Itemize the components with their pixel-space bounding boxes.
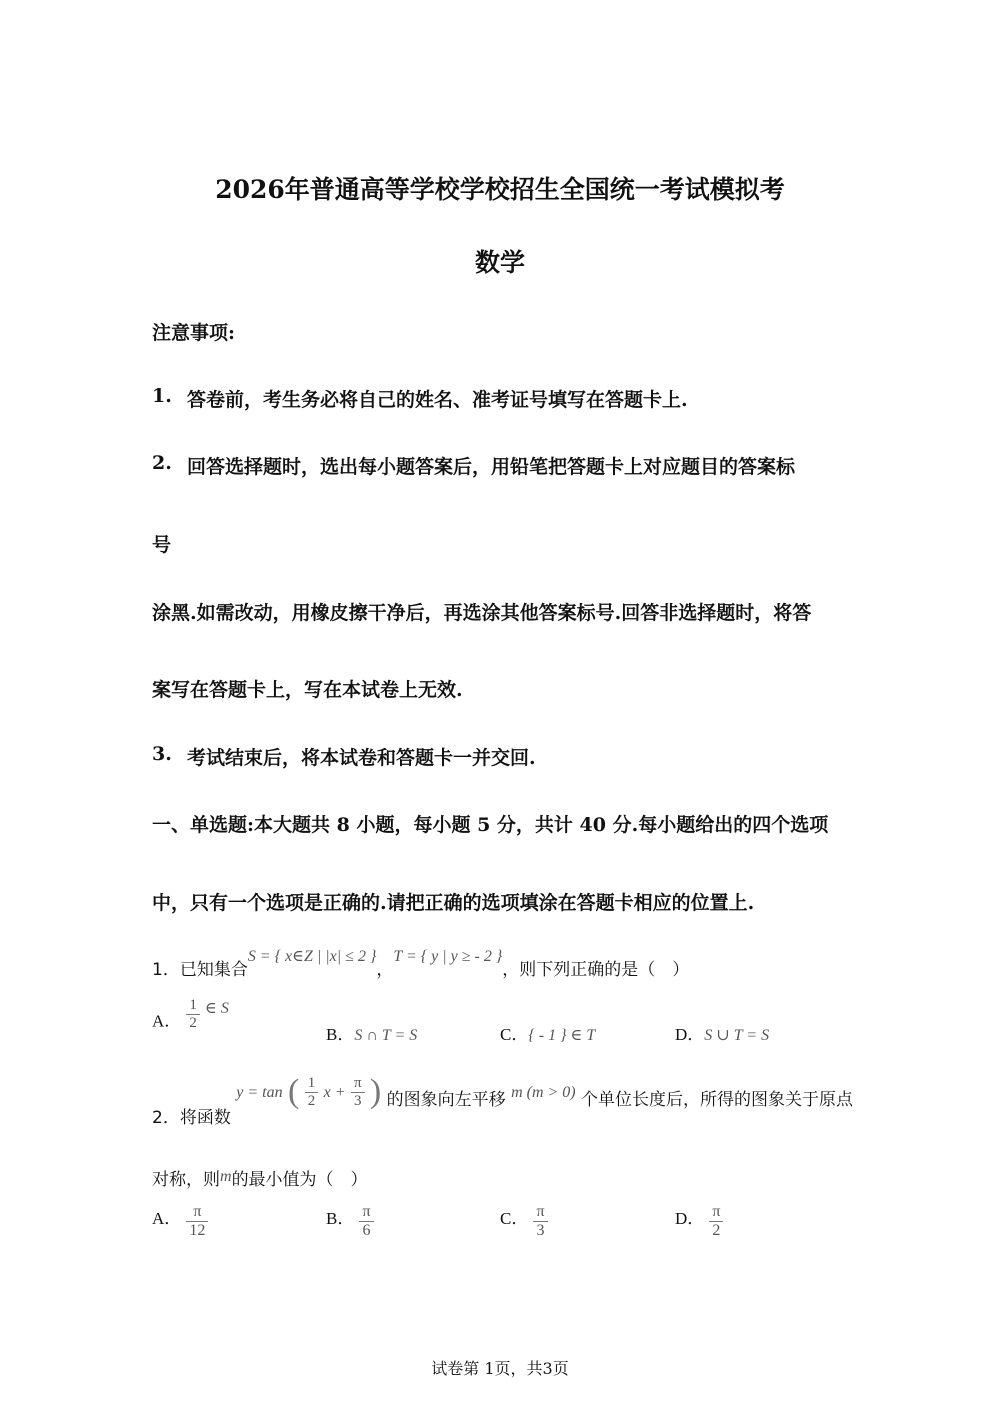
notice-item-2-line-1: 回答选择题时，选出每小题答案后，用铅笔把答题卡上对应题目的答案标 <box>187 456 796 478</box>
exam-subject: 数学 <box>474 248 525 277</box>
question-1-comma: ， <box>376 960 394 980</box>
option-b-label: B． <box>326 1025 355 1044</box>
question-2-fraction-1: $\frac{1}{2}$ <box>305 1075 319 1109</box>
section-1-heading-line-2: 中，只有一个选项是正确的.请把正确的选项填涂在答题卡相应的位置上. <box>152 892 755 914</box>
question-1-set-t: T = { y | y ≥ - 2 } <box>393 948 503 965</box>
question-2-stem-line-2 <box>152 1165 368 1190</box>
question-2-fraction-2: $\frac{\pi}{3}$ <box>351 1075 365 1109</box>
option-d-expression: S ∪ T = S <box>704 1027 770 1044</box>
question-1-set-s: S = { x∈Z | |x| ≤ 2 } <box>247 948 377 965</box>
q2-option-a-label: A． <box>152 1208 182 1228</box>
question-2-suffix: 个单位长度后，所得的图象关于原点 <box>581 1090 854 1110</box>
question-2-option-b[interactable] <box>326 1203 374 1239</box>
question-2-function-mid: x + <box>323 1084 346 1101</box>
question-2-left-paren: ( <box>287 1073 300 1110</box>
question-1-suffix: ，则下列正确的是（ ） <box>502 960 690 980</box>
question-2-line-2-m: m <box>220 1168 232 1185</box>
question-2-option-c[interactable] <box>500 1203 548 1239</box>
q2-option-b-label: B． <box>326 1208 355 1228</box>
q2-option-d-fraction: $\frac{\pi}{2}$ <box>709 1203 723 1239</box>
page-footer: 试卷第 1页，共3页 <box>431 1359 569 1378</box>
q2-option-c-label: C． <box>500 1208 529 1228</box>
question-2-right-paren: ) <box>369 1073 382 1110</box>
exam-title: 2026年普通高等学校学校招生全国统一考试模拟考 <box>215 175 785 204</box>
question-2-line-2-b: 的最小值为（ ） <box>231 1170 368 1190</box>
q2-option-b-fraction: $\frac{\pi}{6}$ <box>359 1203 373 1239</box>
option-a-fraction: $\frac{1}{2}$ <box>186 997 200 1031</box>
question-2-option-d[interactable] <box>675 1203 723 1239</box>
question-1-option-d[interactable] <box>675 1020 769 1045</box>
question-1-option-c[interactable] <box>500 1020 595 1045</box>
notice-item-3-number: 3. <box>152 743 172 765</box>
notice-item-2-number: 2. <box>152 452 172 474</box>
notice-item-2-line-4: 案写在答题卡上，写在本试卷上无效. <box>152 679 463 701</box>
q2-option-d-label: D． <box>675 1208 705 1228</box>
question-2-function-lhs: y = tan <box>236 1084 283 1101</box>
notice-item-3-text: 考试结束后，将本试卷和答题卡一并交回. <box>187 747 536 769</box>
option-c-expression: { - 1 } ∈ T <box>528 1027 596 1044</box>
q2-option-c-fraction: $\frac{\pi}{3}$ <box>533 1203 547 1239</box>
question-1-prefix: 1．已知集合 <box>152 960 248 980</box>
option-c-label: C． <box>500 1025 529 1044</box>
question-2-prefix: 2．将函数 <box>152 1108 231 1128</box>
option-a-label: A． <box>152 1011 182 1031</box>
question-1-option-b[interactable] <box>326 1020 417 1045</box>
question-2-mid-text: 的图象向左平移 <box>386 1090 506 1110</box>
notice-item-1-text: 答卷前，考生务必将自己的姓名、准考证号填写在答题卡上. <box>187 389 688 411</box>
option-a-expression: ∈ S <box>204 999 229 1017</box>
notice-heading: 注意事项: <box>152 322 236 344</box>
question-1-option-a[interactable] <box>152 997 229 1039</box>
question-2-stem <box>152 1073 854 1128</box>
notice-item-2-line-2: 号 <box>152 534 172 556</box>
question-2-option-a[interactable] <box>152 1203 208 1239</box>
q2-option-a-fraction: $\frac{\pi}{12}$ <box>186 1203 208 1239</box>
section-1-heading-line-1: 一、单选题:本大题共 8 小题，每小题 5 分，共计 40 分.每小题给出的四个选项 <box>152 814 829 836</box>
option-d-label: D． <box>675 1025 705 1044</box>
question-2-shift: m (m > 0) <box>511 1084 576 1101</box>
question-1-stem <box>152 948 690 980</box>
question-2-line-2-a: 对称，则 <box>152 1170 220 1190</box>
notice-item-1-number: 1. <box>152 385 172 407</box>
option-b-expression: S ∩ T = S <box>354 1027 418 1044</box>
notice-item-2-line-3: 涂黑.如需改动，用橡皮擦干净后，再选涂其他答案标号.回答非选择题时，将答 <box>152 602 812 624</box>
